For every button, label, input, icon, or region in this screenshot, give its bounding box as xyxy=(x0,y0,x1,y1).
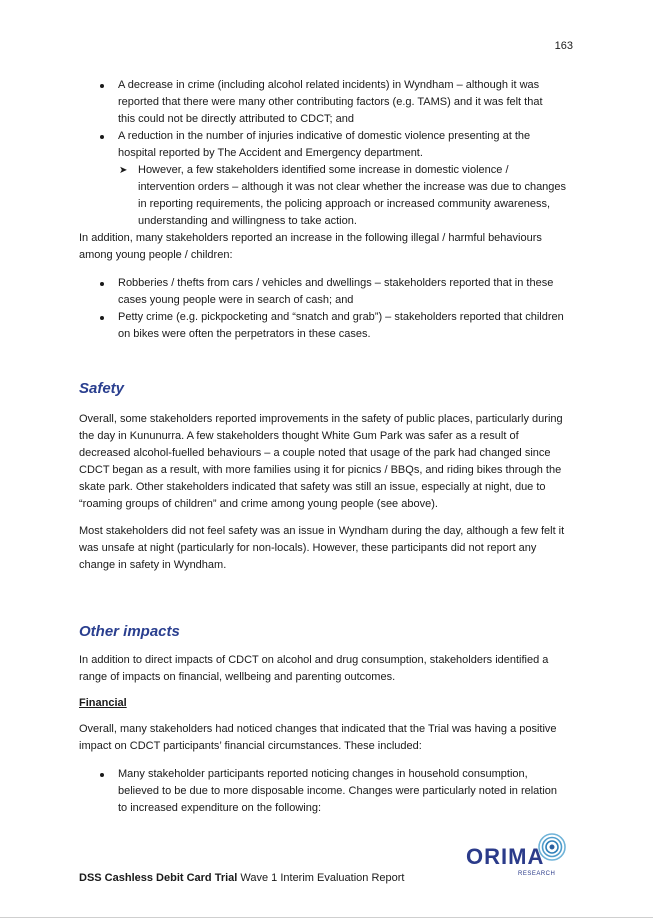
text-line: Robberies / thefts from cars / vehicles and dwellings – stakeholders reported that in these xyxy=(118,277,554,289)
page-number: 163 xyxy=(554,40,573,52)
text-line: believed to be due to more disposable income. Changes were particularly noted in relation xyxy=(118,785,558,797)
list-item xyxy=(79,766,577,817)
text-line: Most stakeholders did not feel safety was an issue in Wyndham during the day, although a few felt it xyxy=(79,525,565,537)
footer-title-rest: Wave 1 Interim Evaluation Report xyxy=(237,872,405,884)
financial-subheading: Financial xyxy=(79,697,127,709)
text-line: on bikes were often the perpetrators in these cases. xyxy=(118,328,371,340)
safety-paragraph-2 xyxy=(79,523,577,574)
other-impacts-paragraph xyxy=(79,652,577,686)
text-line: intervention orders – although it was not clear whether the increase was due to changes xyxy=(138,181,567,193)
safety-paragraph-1 xyxy=(79,411,577,513)
text-line: hospital reported by The Accident and Emergency department. xyxy=(118,147,423,159)
text-line: cases young people were in search of cash; and xyxy=(118,294,354,306)
list-item xyxy=(79,77,577,128)
text-line: range of impacts on financial, wellbeing and parenting outcomes. xyxy=(79,671,396,683)
text-line: skate park. Other stakeholders indicated that safety was still an issue, especially at night, due to xyxy=(79,481,546,493)
text-line: CDCT began as a result, with more families using it for picnics / BBQs, and riding bikes through the xyxy=(79,464,562,476)
text-line: Many stakeholder participants reported noticing changes in household consumption, xyxy=(118,768,528,780)
text-line: decreased alcohol-fuelled behaviours – a couple noted that usage of the park had changed since xyxy=(79,447,551,459)
list-item xyxy=(79,128,577,162)
text-line: “roaming groups of children” and crime among young people (see above). xyxy=(79,498,438,510)
list-item xyxy=(79,275,577,309)
text-line: understanding and willingness to take action. xyxy=(138,215,357,227)
text-line: Overall, some stakeholders reported improvements in the safety of public places, particularly during xyxy=(79,413,563,425)
logo-subtext: RESEARCH xyxy=(518,871,556,877)
financial-paragraph xyxy=(79,721,577,755)
arrow-bullet-icon: ➤ xyxy=(119,165,128,176)
orima-logo-mark xyxy=(462,830,572,878)
text-line: this could not be directly attributed to CDCT; and xyxy=(118,113,355,125)
list-item xyxy=(79,309,577,343)
sub-list-item xyxy=(79,162,577,230)
intro-bullet-list xyxy=(79,77,577,162)
text-line: In addition to direct impacts of CDCT on alcohol and drug consumption, stakeholders identified a xyxy=(79,654,549,666)
text-line: In addition, many stakeholders reported an increase in the following illegal / harmful behaviours xyxy=(79,232,542,244)
text-line: in reporting requirements, the policing approach or increased community awareness, xyxy=(138,198,551,210)
text-line: However, a few stakeholders identified some increase in domestic violence / xyxy=(138,164,509,176)
text-line: Petty crime (e.g. pickpocketing and “snatch and grab”) – stakeholders reported that children xyxy=(118,311,564,323)
text-line: to increased expenditure on the following: xyxy=(118,802,322,814)
page-content xyxy=(79,77,577,817)
footer-report-title xyxy=(79,870,404,887)
footer-title-bold: DSS Cashless Debit Card Trial xyxy=(79,872,238,884)
logo-wordmark: ORIMA xyxy=(466,844,545,869)
addition-paragraph xyxy=(79,230,577,264)
text-line: A decrease in crime (including alcohol related incidents) in Wyndham – although it was xyxy=(118,79,540,91)
text-line: reported that there were many other contributing factors (e.g. TAMS) and it was felt that xyxy=(118,96,543,108)
text-line: among young people / children: xyxy=(79,249,233,261)
text-line: Overall, many stakeholders had noticed changes that indicated that the Trial was having a positive xyxy=(79,723,557,735)
text-line: impact on CDCT participants’ financial circumstances. These included: xyxy=(79,740,422,752)
text-line: was unsafe at night (particularly for non-locals). However, these participants did not report any xyxy=(79,542,537,554)
text-line: A reduction in the number of injuries indicative of domestic violence presenting at the xyxy=(118,130,531,142)
safety-heading: Safety xyxy=(79,380,125,397)
page-bottom-divider xyxy=(0,917,653,918)
other-impacts-heading: Other impacts xyxy=(79,623,180,640)
text-line: the day in Kununurra. A few stakeholders thought White Gum Park was safer as a result of xyxy=(79,430,519,442)
intro-sub-bullet-list xyxy=(79,162,577,230)
youth-bullet-list xyxy=(79,275,577,343)
text-line: change in safety in Wyndham. xyxy=(79,559,227,571)
financial-bullet-list xyxy=(79,766,577,817)
orima-research-logo xyxy=(462,830,572,878)
